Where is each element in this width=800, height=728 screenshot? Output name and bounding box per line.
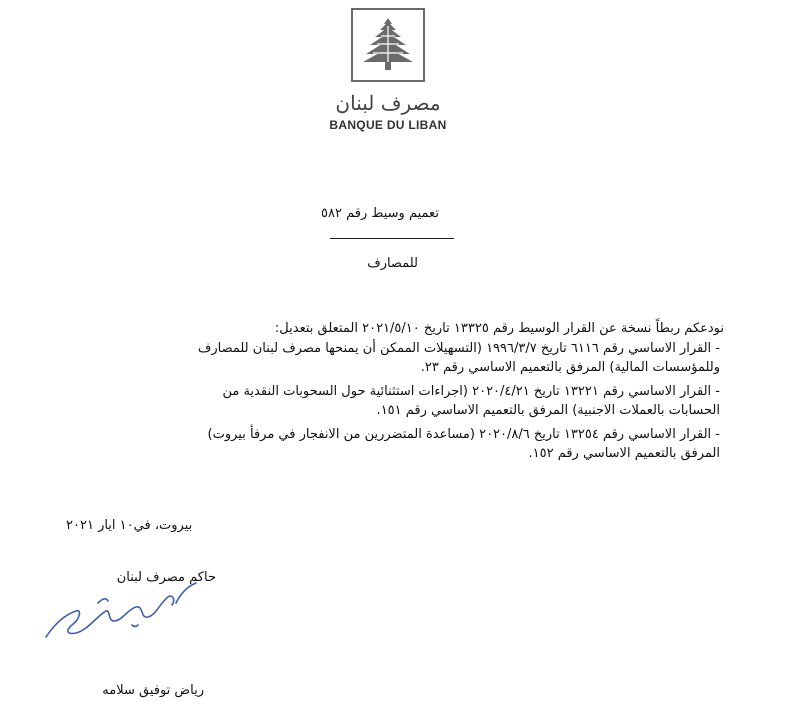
handwritten-signature — [36, 575, 226, 650]
decision-item-line: الحسابات بالعملات الاجنبية) المرفق بالتعميم الاساسي رقم ١٥١. — [376, 403, 720, 418]
cedar-tree-icon — [351, 8, 425, 82]
signatory-name: رياض توفيق سلامه — [102, 683, 204, 698]
decision-item-line: - القرار الاساسي رقم ٦١١٦ تاريخ ١٩٩٦/٣/٧ (التسهيلات الممكن أن يمنحها مصرف لبنان للمصارف — [197, 341, 720, 356]
bank-name-french: BANQUE DU LIBAN — [329, 118, 447, 132]
decision-item-line: وللمؤسسات المالية) المرفق بالتعميم الاساسي رقم ٢٣. — [420, 360, 720, 375]
recipient-line: للمصارف — [367, 256, 418, 271]
decision-item-line: - القرار الاساسي رقم ١٣٢٥٤ تاريخ ٢٠٢٠/٨/٦ (مساعدة المتضررين من الانفجار في مرفأ بيروت) — [207, 427, 720, 442]
title-underline — [330, 238, 454, 239]
decision-item-line: - القرار الاساسي رقم ١٣٢٢١ تاريخ ٢٠٢٠/٤/٢١ (اجراءات استثنائية حول السحوبات النقدية من — [222, 384, 720, 399]
signatory-role: حاكم مصرف لبنان — [116, 570, 216, 585]
intro-paragraph: نودعكم ربطاً نسخة عن القرار الوسيط رقم ١٣٣٢٥ تاريخ ٢٠٢١/٥/١٠ المتعلق بتعديل: — [274, 321, 724, 336]
letterhead-logo — [318, 8, 458, 132]
decision-item-line: المرفق بالتعميم الاساسي رقم ١٥٢. — [528, 446, 720, 461]
bank-name-arabic: مصرف لبنان — [335, 91, 441, 115]
place-and-date: بيروت، في١٠ ايار ٢٠٢١ — [66, 518, 193, 533]
circular-title: تعميم وسيط رقم ٥٨٢ — [321, 206, 439, 221]
